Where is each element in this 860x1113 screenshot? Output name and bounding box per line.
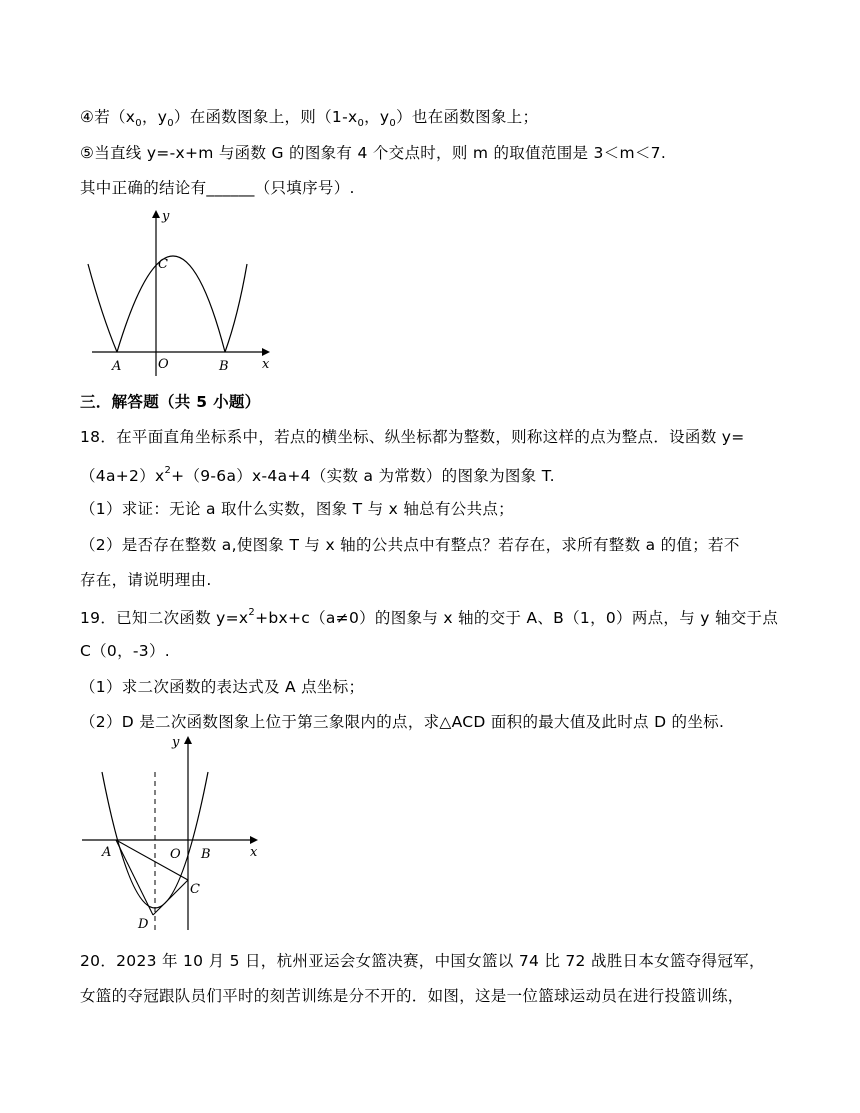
point-b-label: B: [219, 359, 229, 374]
subscript: 0: [357, 118, 365, 130]
q17-item-4: [80, 107, 538, 134]
text-fragment: ，y: [141, 108, 168, 126]
figure-quadratic-triangle: [78, 730, 268, 940]
x-label: x: [250, 845, 258, 860]
segment-cd: [153, 880, 188, 915]
q17-item-5: ⑤当直线 y=-x+m 与函数 G 的图象有 4 个交点时，则 m 的取值范围是 3＜m＜7.: [80, 144, 667, 162]
figure-parabola-abs: [80, 206, 280, 378]
q18-part-1: （1）求证：无论 a 取什么实数，图象 T 与 x 轴总有公共点；: [80, 500, 514, 518]
q20-line-1: 20．2023 年 10 月 5 日，杭州亚运会女篮决赛，中国女篮以 74 比 72 战胜日本女篮夺得冠军，: [80, 952, 765, 970]
point-c-label: C: [158, 257, 168, 272]
point-b-label: B: [201, 847, 211, 862]
y-axis-arrow: [152, 210, 160, 218]
point-c-label: C: [190, 882, 200, 897]
q19-part-1: （1）求二次函数的表达式及 A 点坐标；: [80, 678, 365, 696]
point-d-label: D: [138, 917, 149, 932]
q19-line-1: [80, 605, 778, 628]
q18-part-2-line-1: （2）是否存在整数 a,使图象 T 与 x 轴的公共点中有整点？若存在，求所有整数 a 的值；若不: [80, 536, 740, 554]
text-fragment: （4a+2）x: [80, 467, 165, 486]
superscript: 2: [164, 465, 172, 476]
subscript: 0: [389, 118, 397, 130]
section-3-title: 三．解答题（共 5 小题）: [80, 393, 261, 411]
y-axis-arrow: [184, 736, 192, 744]
curve-middle-arch: [117, 256, 225, 352]
text-fragment: 19．已知二次函数 y=x: [80, 609, 249, 628]
point-a-label: A: [112, 359, 122, 374]
y-label: y: [172, 735, 180, 750]
subscript: 0: [135, 118, 142, 130]
text-fragment: ）在函数图象上，则（1-x: [173, 108, 358, 126]
subscript: 0: [167, 118, 174, 130]
curve-left-branch: [88, 264, 117, 352]
text-fragment: ④若（x: [80, 108, 136, 126]
text-fragment: +bx+c（a≠0）的图象与 x 轴的交于 A、B（1，0）两点，与 y 轴交于点: [255, 609, 779, 628]
q19-part-2: （2）D 是二次函数图象上位于第三象限内的点，求△ACD 面积的最大值及此时点 D 的坐标.: [80, 713, 725, 731]
q18-line-1: 18．在平面直角坐标系中，若点的横坐标、纵坐标都为整数，则称这样的点为整点．设函数 y=: [80, 428, 745, 446]
q18-line-2: [80, 463, 555, 486]
y-label: y: [162, 209, 170, 224]
x-axis-arrow: [262, 348, 270, 356]
q20-line-2: 女篮的夺冠跟队员们平时的刻苦训练是分不开的．如图，这是一位篮球运动员在进行投篮训练，: [80, 987, 744, 1005]
q17-prompt: 其中正确的结论有______（只填序号）.: [80, 179, 355, 197]
curve-right-branch: [225, 264, 247, 352]
point-o-label: O: [158, 357, 169, 372]
x-axis-arrow: [250, 836, 258, 844]
superscript: 2: [248, 607, 256, 618]
text-fragment: ，y: [364, 108, 390, 126]
segment-ad: [116, 840, 153, 915]
x-label: x: [262, 357, 270, 372]
q18-part-2-line-2: 存在，请说明理由.: [80, 571, 212, 589]
text-fragment: ）也在函数图象上；: [396, 108, 539, 126]
point-o-label: O: [170, 847, 181, 862]
text-fragment: +（9-6a）x-4a+4（实数 a 为常数）的图象为图象 T.: [171, 467, 555, 486]
q19-line-2: C（0，-3）.: [80, 642, 170, 660]
point-a-label: A: [102, 845, 112, 860]
